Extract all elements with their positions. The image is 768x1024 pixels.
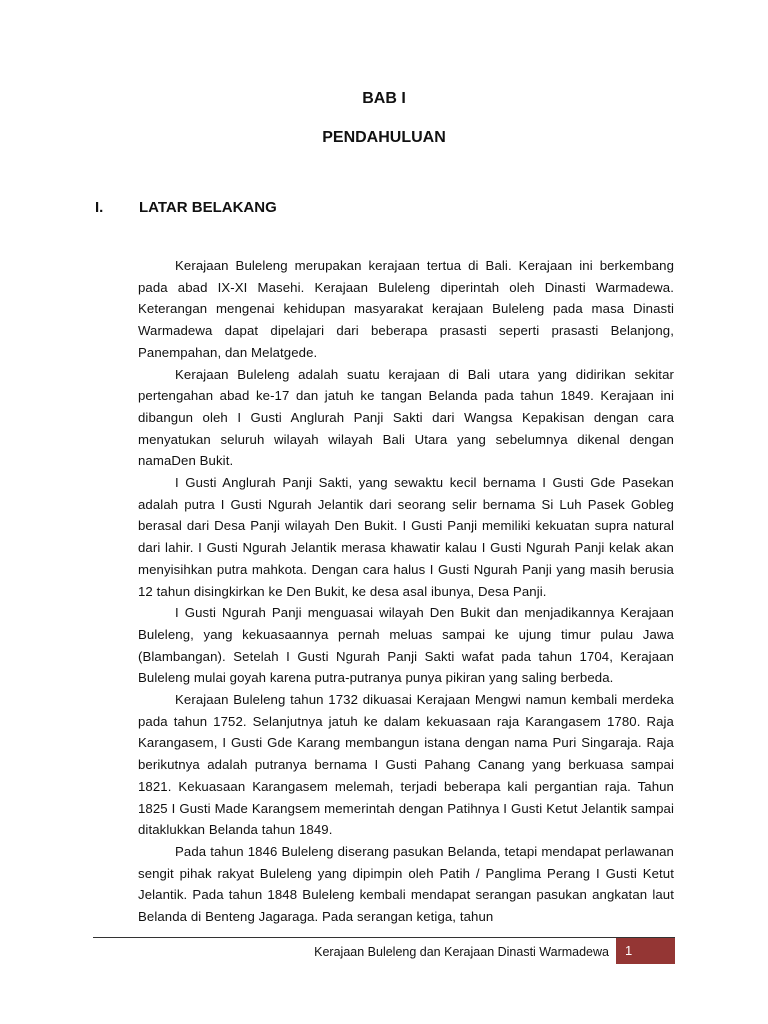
section-title: LATAR BELAKANG xyxy=(139,199,277,216)
page-number-box xyxy=(616,938,675,964)
section-heading xyxy=(95,199,277,216)
paragraph: I Gusti Anglurah Panji Sakti, yang sewaktu kecil bernama I Gusti Gde Pasekan adalah putra I Gusti Ngurah Jelantik dari seorang selir bernama Si Luh Pasek Gobleg berasal dari Desa Panji wilayah Den Bukit. I Gusti Panji memiliki kekuatan supra natural dari lahir. I Gusti Ngurah Jelantik merasa khawatir kalau I Gusti Ngurah Panji kelak akan menyisihkan putra mahkota. Dengan cara halus I Gusti Ngurah Panji yang masih berusia 12 tahun disingkirkan ke Den Bukit, ke desa asal ibunya, Desa Panji. xyxy=(138,475,674,599)
paragraph: I Gusti Ngurah Panji menguasai wilayah Den Bukit dan menjadikannya Kerajaan Buleleng, yang kekuasaannya pernah meluas sampai ke ujung timur pulau Jawa (Blambangan). Setelah I Gusti Ngurah Panji Sakti wafat pada tahun 1704, Kerajaan Buleleng mulai goyah karena putra-putranya punya pikiran yang saling berbeda. xyxy=(138,605,674,686)
body-text xyxy=(138,255,674,931)
paragraph: Kerajaan Buleleng tahun 1732 dikuasai Kerajaan Mengwi namun kembali merdeka pada tahun 1752. Selanjutnya jatuh ke dalam kekuasaan raja Karangasem 1780. Raja Karangasem, I Gusti Gde Karang membangun istana dengan nama Puri Singaraja. Raja berikutnya adalah putranya bernama I Gusti Pahang Canang yang berkuasa sampai 1821. Kekuasaan Karangasem melemah, terjadi beberapa kali pergantian raja. Tahun 1825 I Gusti Made Karangsem memerintah dengan Patihnya I Gusti Ketut Jelantik sampai ditaklukkan Belanda tahun 1849. xyxy=(138,692,674,838)
paragraph: Kerajaan Buleleng adalah suatu kerajaan di Bali utara yang didirikan sekitar pertengahan abad ke-17 dan jatuh ke tangan Belanda pada tahun 1849. Kerajaan ini dibangun oleh I Gusti Anglurah Panji Sakti dari Wangsa Kepakisan dengan cara menyatukan seluruh wilayah wilayah Bali Utara yang sebelumnya dikenal dengan namaDen Bukit. xyxy=(138,366,674,469)
section-number: I. xyxy=(95,199,104,216)
chapter-title: PENDAHULUAN xyxy=(322,129,446,146)
page-number: 1 xyxy=(625,943,633,958)
paragraph: Pada tahun 1846 Buleleng diserang pasukan Belanda, tetapi mendapat perlawanan sengit pihak rakyat Buleleng yang dipimpin oleh Patih / Panglima Perang I Gusti Ketut Jelantik. Pada tahun 1848 Buleleng kembali mendapat serangan pasukan angkatan laut Belanda di Benteng Jagaraga. Pada serangan ketiga, tahun xyxy=(138,843,674,925)
paragraph: Kerajaan Buleleng merupakan kerajaan tertua di Bali. Kerajaan ini berkembang pada abad IX-XI Masehi. Kerajaan Buleleng diperintah oleh Dinasti Warmadewa. Keterangan mengenai kehidupan masyarakat kerajaan Buleleng pada masa Dinasti Warmadewa dapat dipelajari dari beberapa prasasti seperti prasasti Belanjong, Panempahan, dan Melatgede. xyxy=(138,258,674,360)
footer-title: Kerajaan Buleleng dan Kerajaan Dinasti Warmadewa xyxy=(314,945,609,959)
footer-divider xyxy=(93,937,675,938)
chapter-number: BAB I xyxy=(362,90,406,107)
